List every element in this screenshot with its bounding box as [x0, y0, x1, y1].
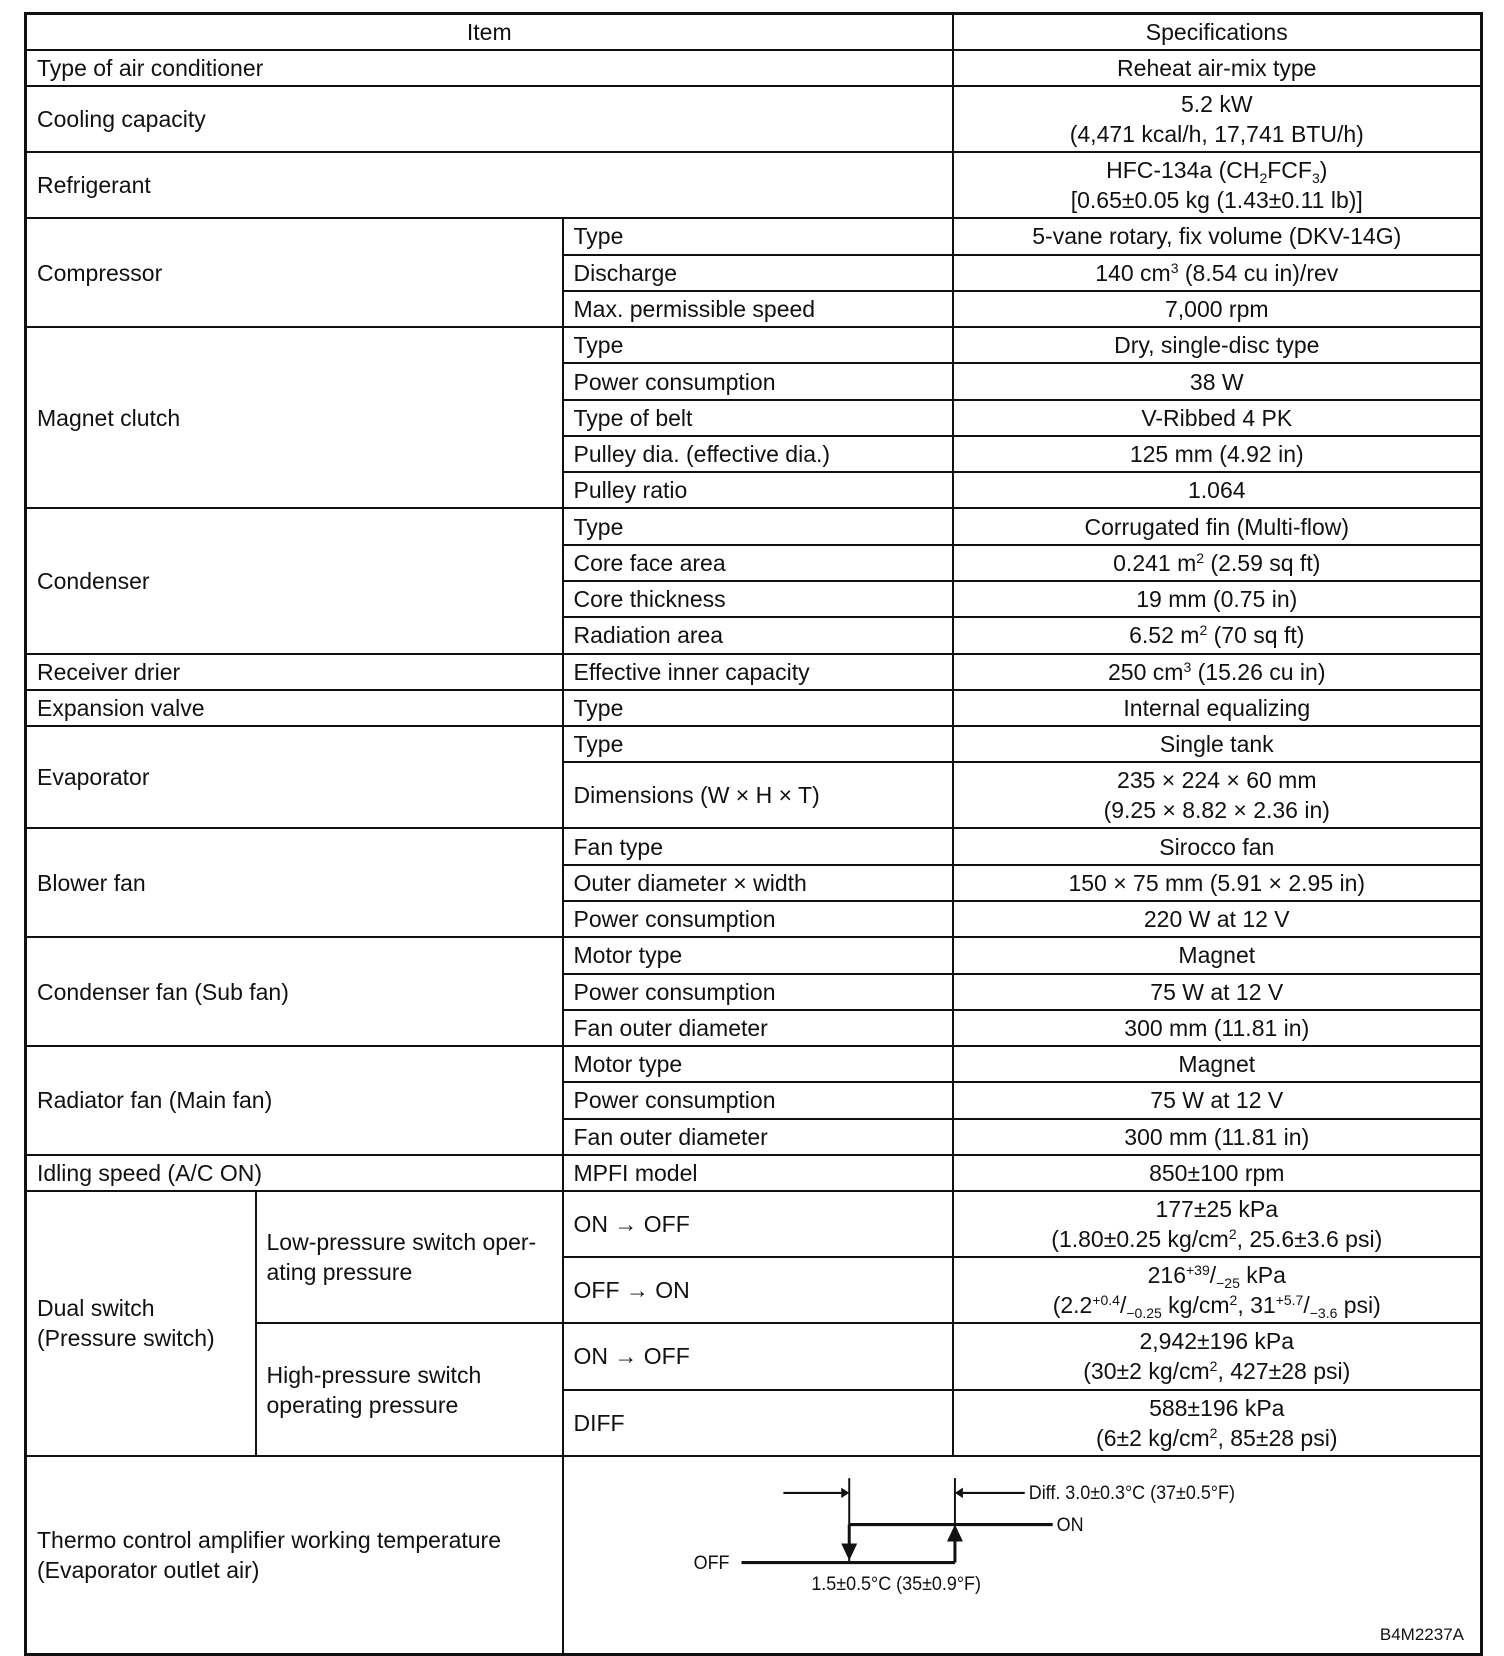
high-on-off-value	[953, 1323, 1482, 1389]
table-row	[26, 828, 1482, 864]
blower-power-label: Power consumption	[563, 901, 953, 937]
refrigerant-subscript: 2	[1259, 170, 1268, 187]
refrigerant-text-c: )	[1319, 157, 1328, 184]
expansion-type-value: Internal equalizing	[953, 690, 1482, 726]
evaporator-type-label: Type	[563, 726, 953, 762]
evaporator-dimensions-label: Dimensions (W × H × T)	[563, 762, 953, 828]
condenser-face-text-b: (2.59 sq ft)	[1204, 549, 1321, 576]
table-row	[26, 152, 1482, 218]
condenser-radiation-label: Radiation area	[563, 617, 953, 653]
table-row	[26, 1456, 1482, 1655]
down-arrow-icon	[841, 1543, 857, 1560]
refrigerant-subscript: 3	[1311, 170, 1320, 187]
clutch-belt-value: V-Ribbed 4 PK	[953, 400, 1482, 436]
diff-label: Diff. 3.0±0.3°C (37±0.5°F)	[1028, 1481, 1235, 1503]
clutch-power-value: 38 W	[953, 363, 1482, 399]
high-diff-superscript: 2	[1209, 1424, 1218, 1441]
refrigerant-text-a: HFC-134a (CH	[1106, 157, 1260, 184]
compressor-speed-value: 7,000 rpm	[953, 291, 1482, 327]
low-on-off-label: ON → OFF	[563, 1191, 953, 1257]
dual-switch-line2: (Pressure switch)	[37, 1325, 215, 1352]
blower-power-value: 220 W at 12 V	[953, 901, 1482, 937]
low-off-on-l2-superscript: 2	[1229, 1292, 1238, 1309]
dual-switch-line1: Dual switch	[37, 1295, 155, 1322]
table-row	[26, 1191, 1482, 1257]
low-on-off-value	[953, 1191, 1482, 1257]
table-row	[26, 1046, 1482, 1082]
item-header: Item	[26, 14, 953, 50]
radiator-fan-power-label: Power consumption	[563, 1082, 953, 1118]
condenser-radiation-value	[953, 617, 1482, 653]
low-on-off-superscript: 2	[1228, 1226, 1237, 1243]
compressor-type-label: Type	[563, 218, 953, 254]
table-row	[26, 327, 1482, 363]
high-diff-line1: 588±196 kPa	[1149, 1394, 1285, 1421]
clutch-pulley-ratio-value: 1.064	[953, 472, 1482, 508]
receiver-capacity-value	[953, 654, 1482, 690]
receiver-capacity-superscript: 3	[1183, 658, 1192, 675]
diff-arrow-left	[841, 1487, 849, 1498]
header-row	[26, 14, 1482, 50]
refrigerant-value	[953, 152, 1482, 218]
radiator-fan-power-value: 75 W at 12 V	[953, 1082, 1482, 1118]
high-on-off-line2	[964, 1356, 1471, 1386]
condenser-radiation-text: 6.52 m	[1129, 622, 1200, 649]
low-on-off-text: (1.80±0.25 kg/cm	[1051, 1226, 1229, 1253]
expansion-valve-label: Expansion valve	[26, 690, 563, 726]
low-off-on-line2	[964, 1290, 1471, 1320]
off-label: OFF	[693, 1551, 730, 1573]
low-on-off-text-b: , 25.6±3.6 psi)	[1236, 1226, 1383, 1253]
radiator-fan-motor-label: Motor type	[563, 1046, 953, 1082]
evaporator-label: Evaporator	[26, 726, 563, 828]
condenser-label: Condenser	[26, 508, 563, 653]
magnet-clutch-label: Magnet clutch	[26, 327, 563, 508]
thermo-label	[26, 1456, 563, 1655]
condenser-thickness-value: 19 mm (0.75 in)	[953, 581, 1482, 617]
condenser-fan-motor-label: Motor type	[563, 937, 953, 973]
low-off-on-l2-psi: , 31	[1237, 1292, 1276, 1319]
idling-speed-label: Idling speed (A/C ON)	[26, 1155, 563, 1191]
condenser-face-label: Core face area	[563, 545, 953, 581]
high-pressure-line2: operating pressure	[266, 1391, 459, 1418]
evaporator-dimensions-value	[953, 762, 1482, 828]
low-on-off-line1: 177±25 kPa	[1155, 1196, 1279, 1223]
compressor-discharge-text: 140 cm	[1095, 259, 1171, 286]
table-row	[26, 690, 1482, 726]
condenser-type-label: Type	[563, 508, 953, 544]
condenser-fan-diameter-label: Fan outer diameter	[563, 1010, 953, 1046]
cooling-capacity-value	[953, 86, 1482, 152]
condenser-fan-motor-value: Magnet	[953, 937, 1482, 973]
idling-mpfi-value: 850±100 rpm	[953, 1155, 1482, 1191]
receiver-capacity-text-b: (15.26 cu in)	[1191, 658, 1326, 685]
evaporator-dimensions-line1: 235 × 224 × 60 mm	[1117, 767, 1317, 794]
thermo-diagram-cell	[563, 1456, 1482, 1655]
blower-fan-type-value: Sirocco fan	[953, 828, 1482, 864]
table-row	[26, 508, 1482, 544]
compressor-discharge-label: Discharge	[563, 255, 953, 291]
low-pressure-line2: ating pressure	[266, 1259, 413, 1286]
blower-fan-label: Blower fan	[26, 828, 563, 937]
high-diff-line2	[964, 1423, 1471, 1453]
low-on-off-line2	[964, 1224, 1471, 1254]
radiator-fan-diameter-value: 300 mm (11.81 in)	[953, 1119, 1482, 1155]
refrigerant-text-b: FCF	[1267, 157, 1312, 184]
compressor-type-value: 5-vane rotary, fix volume (DKV-14G)	[953, 218, 1482, 254]
compressor-speed-label: Max. permissible speed	[563, 291, 953, 327]
thermo-label-line1: Thermo control amplifier working temperature	[37, 1526, 502, 1553]
refrigerant-label: Refrigerant	[26, 152, 953, 218]
specifications-header: Specifications	[953, 14, 1482, 50]
refrigerant-line2: [0.65±0.05 kg (1.43±0.11 lb)]	[1070, 187, 1363, 214]
table-row	[26, 937, 1482, 973]
low-off-on-value	[953, 1257, 1482, 1323]
low-off-on-text: 216	[1147, 1262, 1186, 1289]
high-on-off-label: ON → OFF	[563, 1323, 953, 1389]
compressor-discharge-text-b: (8.54 cu in)/rev	[1178, 259, 1339, 286]
low-off-on-superscript: +39	[1185, 1262, 1210, 1279]
receiver-capacity-text: 250 cm	[1108, 658, 1184, 685]
figure-code: B4M2237A	[1379, 1625, 1465, 1644]
table-row	[26, 218, 1482, 254]
high-diff-text: (6±2 kg/cm	[1096, 1424, 1210, 1451]
blower-fan-type-label: Fan type	[563, 828, 953, 864]
on-label: ON	[1056, 1513, 1084, 1535]
ac-specifications-table	[24, 12, 1483, 1656]
condenser-thickness-label: Core thickness	[563, 581, 953, 617]
clutch-pulley-dia-value: 125 mm (4.92 in)	[953, 436, 1482, 472]
low-pressure-line1: Low-pressure switch oper-	[266, 1229, 537, 1256]
condenser-face-value	[953, 545, 1482, 581]
high-diff-value	[953, 1390, 1482, 1456]
low-off-on-unit: kPa	[1239, 1262, 1286, 1289]
table-row	[26, 726, 1482, 762]
radiator-fan-label: Radiator fan (Main fan)	[26, 1046, 563, 1155]
low-off-on-l2-end: psi)	[1337, 1292, 1381, 1319]
condenser-type-value: Corrugated fin (Multi-flow)	[953, 508, 1482, 544]
high-diff-label: DIFF	[563, 1390, 953, 1456]
table-row	[26, 654, 1482, 690]
type-of-ac-value: Reheat air-mix type	[953, 50, 1482, 86]
low-off-on-l2-superscript: +5.7	[1275, 1292, 1304, 1309]
temperature-label: 1.5±0.5°C (35±0.9°F)	[810, 1572, 981, 1594]
up-arrow-icon	[946, 1524, 962, 1541]
low-off-on-l2-subscript: −0.25	[1126, 1305, 1162, 1322]
clutch-pulley-dia-label: Pulley dia. (effective dia.)	[563, 436, 953, 472]
low-off-on-l2-subscript: −3.6	[1309, 1305, 1338, 1322]
blower-outer-label: Outer diameter × width	[563, 865, 953, 901]
condenser-fan-label: Condenser fan (Sub fan)	[26, 937, 563, 1046]
expansion-type-label: Type	[563, 690, 953, 726]
type-of-ac-label: Type of air conditioner	[26, 50, 953, 86]
clutch-type-label: Type	[563, 327, 953, 363]
condenser-face-text: 0.241 m	[1113, 549, 1197, 576]
high-pressure-label	[256, 1323, 563, 1455]
table-row	[26, 86, 1482, 152]
condenser-face-superscript: 2	[1196, 549, 1205, 566]
refrigerant-line1	[964, 155, 1471, 185]
compressor-discharge-superscript: 3	[1170, 259, 1179, 276]
thermo-label-line2: (Evaporator outlet air)	[37, 1556, 260, 1583]
diff-arrow-right	[954, 1487, 962, 1498]
idling-mpfi-label: MPFI model	[563, 1155, 953, 1191]
high-on-off-superscript: 2	[1209, 1358, 1218, 1375]
thermo-hysteresis-diagram	[564, 1457, 1481, 1653]
compressor-discharge-value	[953, 255, 1482, 291]
clutch-pulley-ratio-label: Pulley ratio	[563, 472, 953, 508]
evaporator-type-value: Single tank	[953, 726, 1482, 762]
low-off-on-subscript: −25	[1216, 1275, 1240, 1292]
table-row	[26, 1155, 1482, 1191]
high-on-off-text: (30±2 kg/cm	[1083, 1358, 1210, 1385]
cooling-capacity-line1: 5.2 kW	[1180, 91, 1253, 118]
blower-outer-value: 150 × 75 mm (5.91 × 2.95 in)	[953, 865, 1482, 901]
receiver-capacity-label: Effective inner capacity	[563, 654, 953, 690]
dual-switch-label	[26, 1191, 256, 1456]
low-off-on-line1	[964, 1260, 1471, 1290]
low-off-on-label: OFF → ON	[563, 1257, 953, 1323]
clutch-type-value: Dry, single-disc type	[953, 327, 1482, 363]
cooling-capacity-line2: (4,471 kcal/h, 17,741 BTU/h)	[1069, 121, 1364, 148]
low-off-on-l2-slash: /	[1303, 1292, 1310, 1319]
high-on-off-line1: 2,942±196 kPa	[1139, 1328, 1295, 1355]
receiver-drier-label: Receiver drier	[26, 654, 563, 690]
high-on-off-text-b: , 427±28 psi)	[1217, 1358, 1351, 1385]
low-off-on-l2-superscript: +0.4	[1092, 1292, 1120, 1309]
condenser-fan-power-label: Power consumption	[563, 974, 953, 1010]
low-off-on-l2-text: (2.2	[1052, 1292, 1093, 1319]
cooling-capacity-label: Cooling capacity	[26, 86, 953, 152]
evaporator-dimensions-line2: (9.25 × 8.82 × 2.36 in)	[1103, 797, 1330, 824]
high-pressure-line1: High-pressure switch	[266, 1361, 482, 1388]
condenser-fan-diameter-value: 300 mm (11.81 in)	[953, 1010, 1482, 1046]
low-off-on-slash: /	[1209, 1262, 1217, 1289]
high-diff-text-b: , 85±28 psi)	[1217, 1424, 1338, 1451]
radiator-fan-motor-value: Magnet	[953, 1046, 1482, 1082]
condenser-radiation-superscript: 2	[1199, 622, 1208, 639]
condenser-fan-power-value: 75 W at 12 V	[953, 974, 1482, 1010]
low-off-on-l2-slash: /	[1119, 1292, 1127, 1319]
compressor-label: Compressor	[26, 218, 563, 327]
clutch-power-label: Power consumption	[563, 363, 953, 399]
radiator-fan-diameter-label: Fan outer diameter	[563, 1119, 953, 1155]
condenser-radiation-text-b: (70 sq ft)	[1207, 622, 1305, 649]
low-off-on-l2-unit: kg/cm	[1161, 1292, 1230, 1319]
table-row	[26, 50, 1482, 86]
clutch-belt-label: Type of belt	[563, 400, 953, 436]
low-pressure-label	[256, 1191, 563, 1323]
